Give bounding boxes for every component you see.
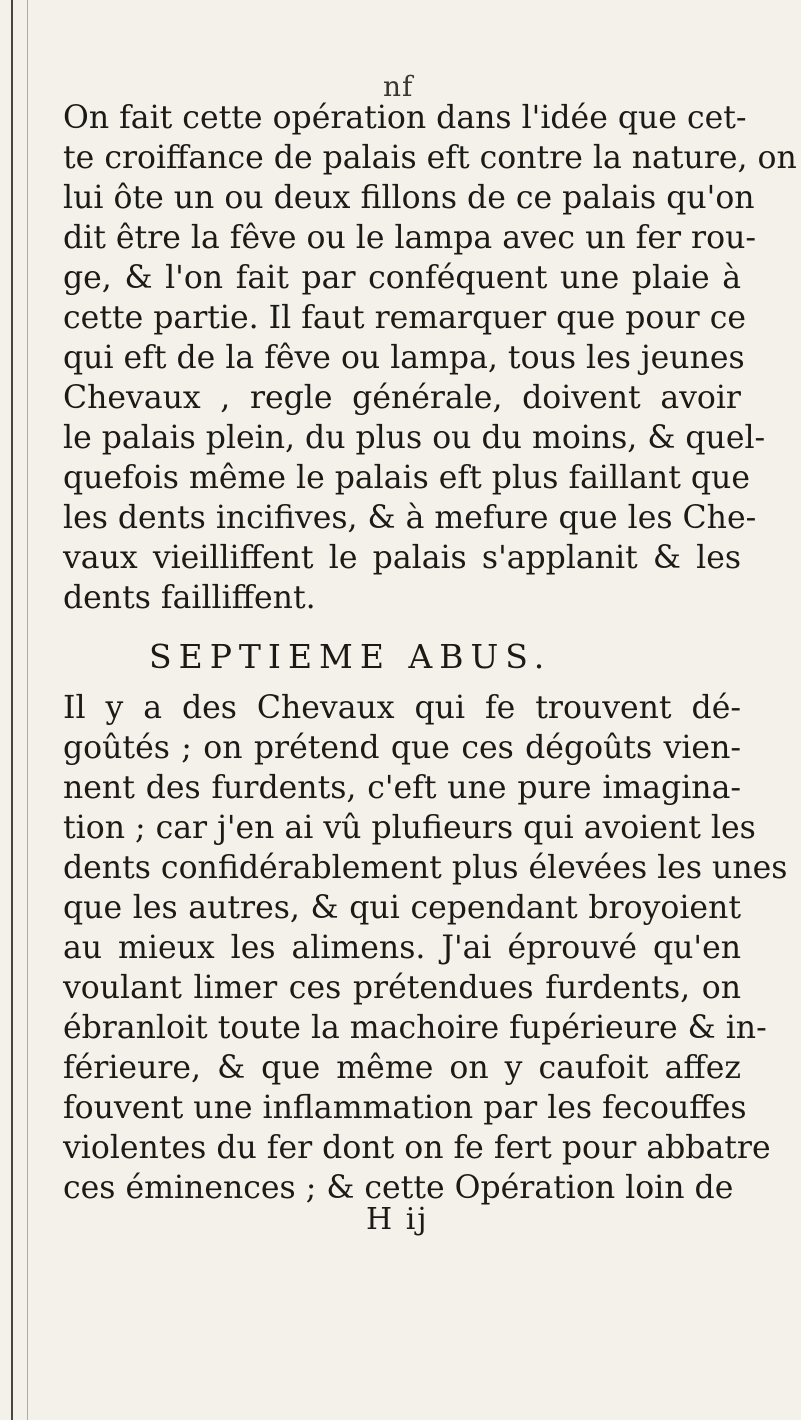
text-line: que les autres, & qui cependant broyoient (63, 890, 741, 926)
text-line: On fait cette opération dans l'idée que cet- (63, 100, 747, 136)
text-line: ces éminences ; & cette Opération loin de (63, 1170, 734, 1206)
text-line: le palais plein, du plus ou du moins, & quel- (63, 420, 766, 456)
text-line: tion ; car j'en ai vû plufieurs qui avoient les (63, 810, 756, 846)
text-line: quefois même le palais eft plus faillant que (63, 460, 750, 496)
binding-shadow-line (27, 0, 28, 1420)
text-line: violentes du fer dont on fe fert pour abbatre (63, 1130, 771, 1166)
text-line: nent des furdents, c'eft une pure imagina- (63, 770, 741, 806)
text-line: te croiffance de palais eft contre la nature, on (63, 140, 797, 176)
text-line: goûtés ; on prétend que ces dégoûts vien- (63, 730, 741, 766)
text-line: fouvent une inflammation par les fecouffes (63, 1090, 747, 1126)
page-number: nf (383, 70, 414, 103)
text-line: qui eft de la fêve ou lampa, tous les jeunes (63, 340, 745, 376)
text-line: férieure, & que même on y caufoit affez (63, 1050, 741, 1086)
text-line: cette partie. Il faut remarquer que pour ce (63, 300, 747, 336)
text-line: les dents incifives, & à mefure que les Che- (63, 500, 757, 536)
text-line: voulant limer ces prétendues furdents, on (63, 970, 741, 1006)
section-heading: SEPTIEME ABUS. (149, 637, 552, 676)
text-line: lui ôte un ou deux fillons de ce palais qu'on (63, 180, 755, 216)
text-line: ge, & l'on fait par conféquent une plaie à (63, 260, 741, 296)
text-line: ébranloit toute la machoire fupérieure & in- (63, 1010, 767, 1046)
text-line: Chevaux , regle générale, doivent avoir (63, 380, 741, 416)
text-line: dents failliffent. (63, 580, 316, 616)
text-line: au mieux les alimens. J'ai éprouvé qu'en (63, 930, 741, 966)
signature-mark: H ij (366, 1202, 429, 1237)
binding-edge-line (11, 0, 13, 1420)
text-line: dents confidérablement plus élevées les unes (63, 850, 788, 886)
text-line: dit être la fêve ou le lampa avec un fer rou- (63, 220, 756, 256)
text-line: vaux vieilliffent le palais s'applanit & les (63, 540, 741, 576)
text-line: Il y a des Chevaux qui fe trouvent dé- (63, 690, 741, 726)
